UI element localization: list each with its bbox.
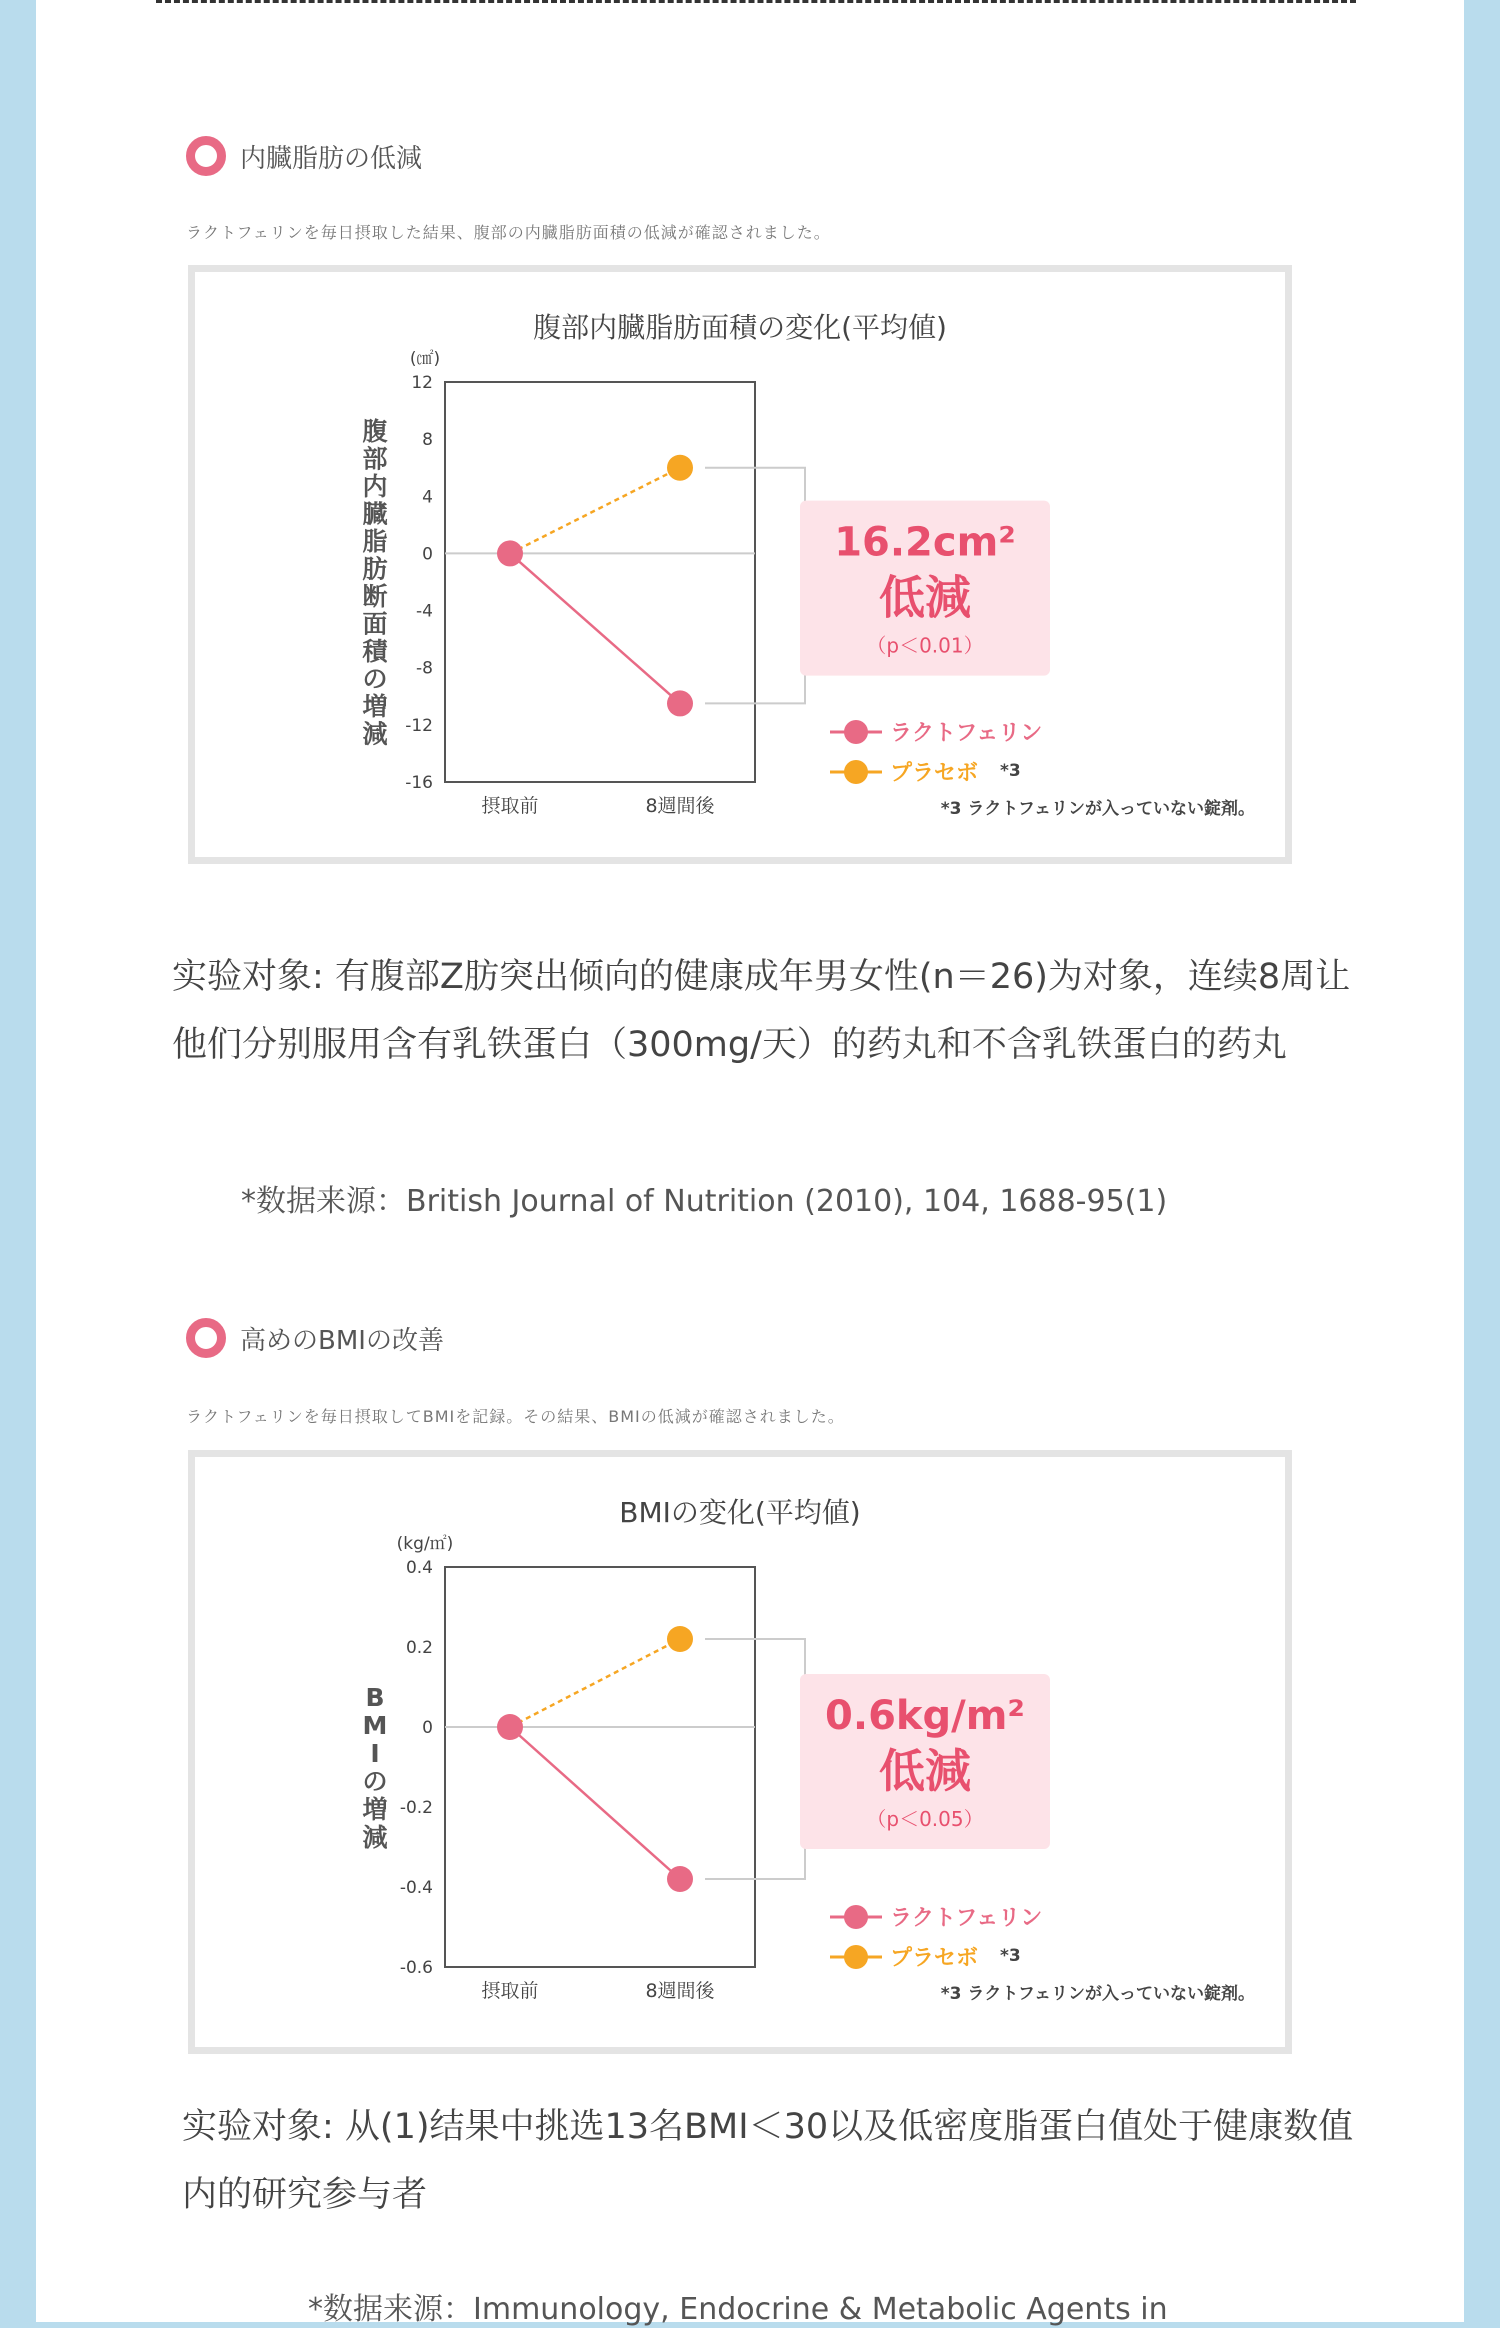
lactoferrin-line [510,1727,680,1879]
y-tick-label: 4 [422,487,433,508]
y-axis-label-char: 減 [362,719,388,749]
y-axis-label-char: の [362,1767,388,1796]
y-tick-label: 0 [422,544,433,565]
lactoferrin-point [667,1866,693,1892]
y-tick-label: 0.2 [405,1638,433,1658]
badge-pvalue: （p＜0.01） [866,633,984,658]
y-tick-label: 12 [411,373,433,393]
y-tick-label: -0.4 [399,1878,433,1898]
chart1-svg [195,272,1285,857]
y-unit-label: (㎠) [409,349,441,369]
y-axis-label-char: I [370,1739,380,1768]
legend-lactoferrin-marker [844,1905,868,1929]
chart2-svg [195,1457,1285,2047]
badge-pvalue: （p＜0.05） [866,1807,984,1831]
badge-value: 0.6kg/m² [825,1693,1025,1739]
legend-lactoferrin-marker [844,720,868,744]
y-axis-label-char: 減 [362,1823,388,1852]
chart2-box [188,1450,1292,2054]
dashed-divider [156,0,1356,7]
start-point [497,540,523,566]
chart-title: 腹部内臓脂肪面積の変化(平均値) [533,311,947,344]
y-tick-label: -4 [416,601,433,622]
section2-source: *数据来源：Immunology, Endocrine & Metabolic Agents in [308,2292,1168,2327]
legend-lactoferrin-label: ラクトフェリン [890,721,1043,746]
plot-frame [445,382,755,782]
section1-header [186,136,422,176]
x-tick-label: 摂取前 [481,795,539,817]
y-axis-label-char: 臓 [362,499,388,529]
lactoferrin-point [667,690,693,716]
section1-source: *数据来源：British Journal of Nutrition (2010), 104, 1688-95(1) [241,1184,1168,1219]
y-axis-label-char: B [365,1683,385,1712]
section2-description: 实验对象: 从(1)结果中挑选13名BMI＜30以及低密度脂蛋白值处于健康数值内的研究参与者 [182,2107,1354,2215]
section1-note: ラクトフェリンを毎日摂取した結果、腹部の内臓脂肪面積の低減が確認されました。 [186,223,831,242]
chart1-box [188,265,1292,864]
placebo-point [667,1626,693,1652]
ring-bullet-icon [186,136,226,176]
y-axis-label-char: 脂 [362,526,388,556]
y-axis-label-char: M [362,1711,388,1740]
legend-note-mark: *3 [1000,761,1021,781]
y-tick-label: -12 [405,715,433,736]
chart-footnote: *3 ラクトフェリンが入っていない錠剤。 [940,799,1255,819]
y-axis-label-char: 腹 [362,416,388,446]
legend-placebo-label: プラセボ [890,1946,979,1971]
y-unit-label: (kg/㎡) [396,1534,454,1554]
legend-placebo-marker [844,1945,868,1969]
badge-value: 16.2cm² [834,519,1016,566]
section1-title: 内臓脂肪の低減 [240,143,423,174]
section2-title: 高めのBMIの改善 [240,1325,444,1356]
start-point [497,1714,523,1740]
placebo-line [510,1639,680,1727]
x-tick-label: 8週間後 [645,1980,715,2002]
x-tick-label: 摂取前 [481,1980,539,2002]
y-tick-label: -8 [416,658,433,679]
placebo-point [667,455,693,481]
ring-bullet-icon [186,1318,226,1358]
lactoferrin-line [510,553,680,703]
content-card [36,0,1464,2327]
y-tick-label: 8 [422,430,433,451]
y-tick-label: -16 [405,773,433,793]
y-tick-label: 0 [422,1718,433,1738]
y-axis-label-char: 面 [362,609,388,639]
legend-note-mark: *3 [1000,1946,1021,1966]
y-axis-label-char: 内 [362,471,388,501]
placebo-line [510,468,680,554]
x-tick-label: 8週間後 [645,795,715,817]
y-tick-label: 0.4 [405,1558,433,1578]
legend-placebo-marker [844,760,868,784]
chart-title: BMIの変化(平均値) [619,1496,861,1529]
y-axis-label-char: の [362,664,388,694]
y-axis-label-char: 増 [362,1795,388,1824]
section2-header [186,1318,444,1358]
y-tick-label: -0.2 [399,1798,433,1818]
section1-description: 实验对象: 有腹部Z肪突出倾向的健康成年男女性(n＝26)为对象，连续8周让他们分别服用含有乳铁蛋白（300mg/天）的药丸和不含乳铁蛋白的药丸 [172,957,1351,1065]
badge-label: 低減 [879,1744,971,1798]
legend-placebo-label: プラセボ [890,761,979,786]
badge-label: 低減 [879,570,971,625]
chart-footnote: *3 ラクトフェリンが入っていない錠剤。 [940,1984,1255,2004]
legend-lactoferrin-label: ラクトフェリン [890,1906,1043,1931]
y-axis-label-char: 部 [362,444,388,474]
plot-frame [445,1567,755,1967]
y-tick-label: -0.6 [399,1958,433,1978]
y-axis-label-char: 積 [362,636,388,666]
section2-note: ラクトフェリンを毎日摂取してBMIを記録。その結果、BMIの低減が確認されました。 [186,1407,845,1426]
y-axis-label-char: 断 [362,581,388,611]
y-axis-label-char: 増 [362,691,388,721]
y-axis-label-char: 肪 [362,554,388,584]
